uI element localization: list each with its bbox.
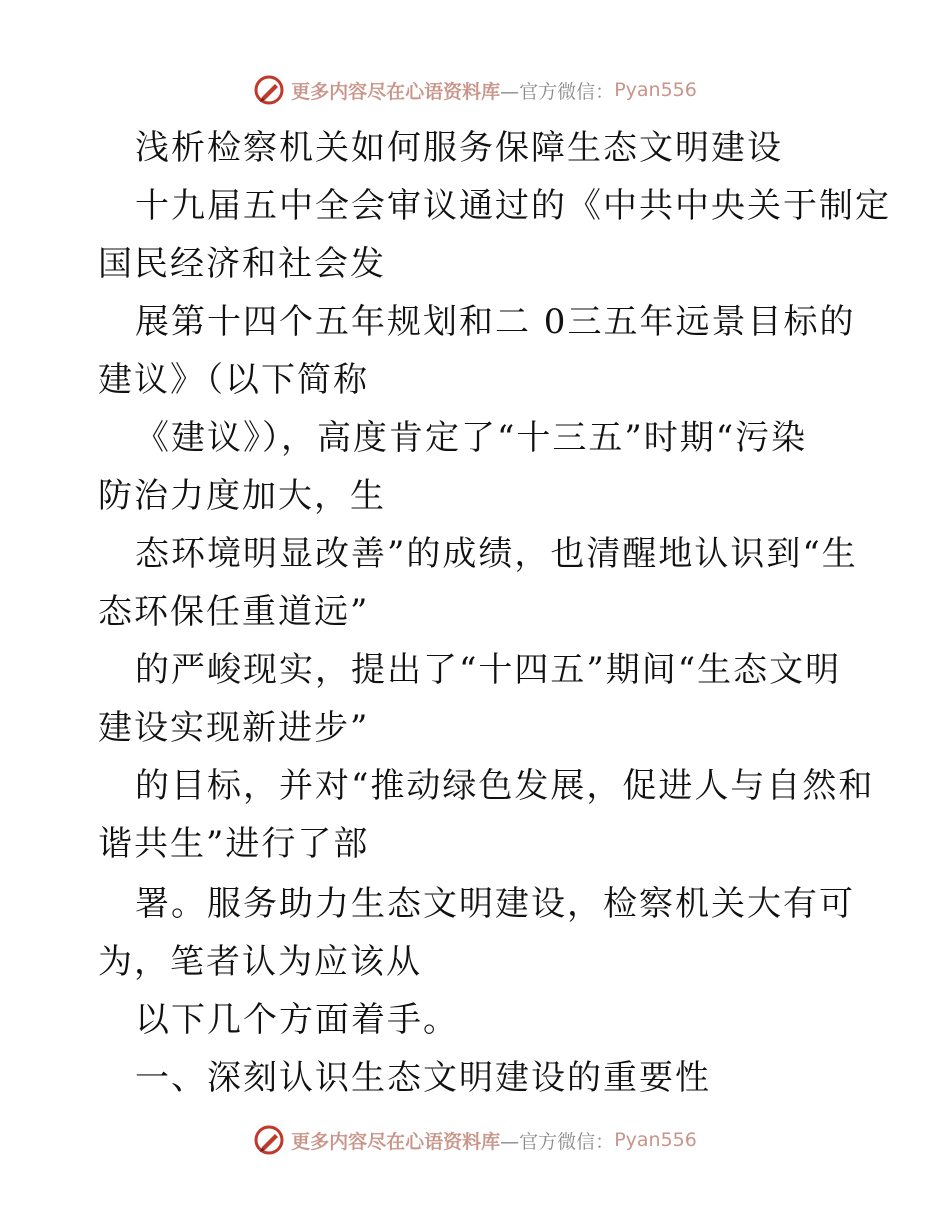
document-title: 浅析检察机关如何服务保障生态文明建设 xyxy=(135,128,783,168)
pen-logo-icon xyxy=(253,74,285,106)
banner-separator-text: —官方微信： xyxy=(500,80,615,103)
header-banner xyxy=(0,73,950,107)
paragraph-line: 的严峻现实，提出了“十四五”期间“生态文明 xyxy=(135,650,842,690)
paragraph-line: 《建议》），高度肯定了“十三五”时期“污染 xyxy=(135,418,808,458)
paragraph-line: 谐共生”进行了部 xyxy=(98,824,370,864)
paragraph-line: 防治力度加大，生 xyxy=(98,476,386,516)
pen-logo-icon xyxy=(253,1124,285,1156)
banner-main-text: 更多内容尽在心语资料库 xyxy=(291,1130,501,1153)
paragraph-line: 建设实现新进步” xyxy=(98,708,370,748)
banner-main-text: 更多内容尽在心语资料库 xyxy=(291,80,501,103)
paragraph-line: 态环境明显改善”的成绩，也清醒地认识到“生 xyxy=(135,534,858,574)
paragraph-line: 署。服务助力生态文明建设，检察机关大有可 xyxy=(135,884,855,924)
paragraph-line: 展第十四个五年规划和二 0三五年远景目标的 xyxy=(135,302,856,342)
footer-banner xyxy=(0,1123,950,1157)
paragraph-line: 十九届五中全会审议通过的《中共中央关于制定 xyxy=(135,186,891,226)
paragraph-line: 建议》（以下简称 xyxy=(98,360,369,400)
section-heading: 一、深刻认识生态文明建设的重要性 xyxy=(135,1058,711,1098)
paragraph-line: 为，笔者认为应该从 xyxy=(98,942,422,982)
paragraph-line: 以下几个方面着手。 xyxy=(135,1000,459,1040)
paragraph-line: 态环保任重道远” xyxy=(98,592,370,632)
banner-wechat-id: Pyan556 xyxy=(614,1129,697,1151)
paragraph-line: 的目标，并对“推动绿色发展，促进人与自然和 xyxy=(135,766,875,806)
banner-wechat-id: Pyan556 xyxy=(614,79,697,101)
banner-separator-text: —官方微信： xyxy=(500,1130,615,1153)
paragraph-line: 国民经济和社会发 xyxy=(98,244,386,284)
